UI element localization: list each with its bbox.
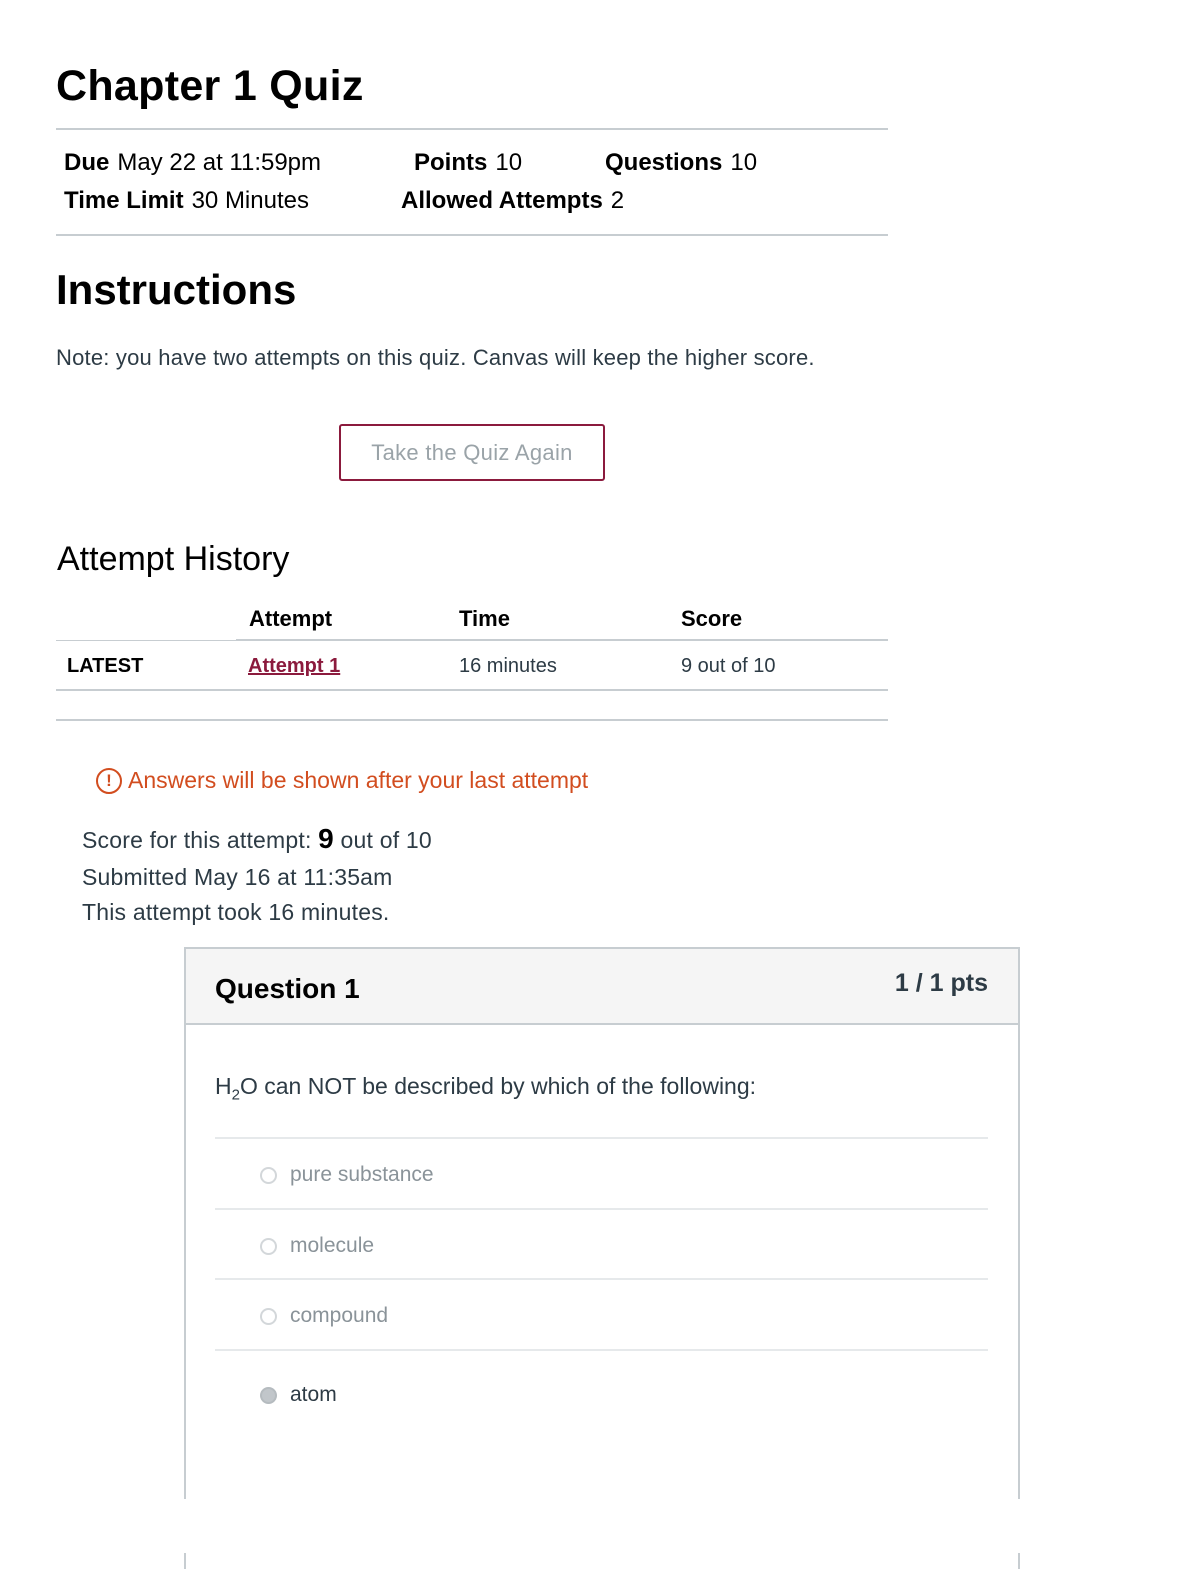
questions-count: Questions 10 xyxy=(605,149,758,176)
radio-button-selected[interactable] xyxy=(260,1387,277,1404)
attempt-score-summary: Score for this attempt: 9 out of 10 xyxy=(82,823,432,854)
answer-label: atom xyxy=(290,1383,337,1406)
latest-badge: LATEST xyxy=(67,655,144,677)
answer-option[interactable] xyxy=(260,1234,374,1258)
radio-button[interactable] xyxy=(260,1167,277,1184)
radio-button[interactable] xyxy=(260,1238,277,1255)
divider xyxy=(56,719,888,721)
answer-label: molecule xyxy=(290,1234,375,1257)
answer-divider xyxy=(215,1349,988,1351)
column-header-attempt: Attempt xyxy=(249,606,333,631)
attempt-time: 16 minutes xyxy=(459,655,557,677)
due-date: Due May 22 at 11:59pm xyxy=(64,149,322,176)
table-row-rule xyxy=(56,689,888,691)
attempt-duration: This attempt took 16 minutes. xyxy=(82,899,390,925)
take-quiz-again-button[interactable]: Take the Quiz Again xyxy=(339,424,605,481)
divider xyxy=(56,128,888,130)
attempt-score: 9 out of 10 xyxy=(681,655,776,677)
column-header-score: Score xyxy=(681,606,743,631)
answer-divider xyxy=(215,1137,988,1139)
answer-divider xyxy=(215,1278,988,1280)
instructions-note: Note: you have two attempts on this quiz. Canvas will keep the higher score. xyxy=(56,345,815,370)
radio-button[interactable] xyxy=(260,1308,277,1325)
points-total: Points 10 xyxy=(414,149,523,176)
answer-divider xyxy=(215,1208,988,1210)
alert-circle-icon: ! xyxy=(96,768,122,794)
instructions-heading: Instructions xyxy=(56,266,297,313)
question-title: Question 1 xyxy=(215,973,360,1004)
page-bottom-margin xyxy=(0,1499,1200,1553)
attempt-history-heading: Attempt History xyxy=(57,540,290,578)
answer-option[interactable] xyxy=(260,1304,388,1328)
column-header-time: Time xyxy=(459,606,510,631)
question-header xyxy=(186,949,1018,1025)
submitted-time: Submitted May 16 at 11:35am xyxy=(82,864,393,890)
allowed-attempts: Allowed Attempts 2 xyxy=(401,187,625,214)
answer-option-selected[interactable] xyxy=(260,1383,337,1407)
attempt-1-link[interactable]: Attempt 1 xyxy=(248,655,341,677)
answer-label: pure substance xyxy=(290,1163,434,1186)
divider xyxy=(56,234,888,236)
answer-option[interactable] xyxy=(260,1163,434,1187)
page-title: Chapter 1 Quiz xyxy=(56,62,364,110)
answer-label: compound xyxy=(290,1304,389,1327)
answers-notice-text: Answers will be shown after your last attempt xyxy=(128,767,589,793)
answers-notice xyxy=(96,767,588,794)
question-card xyxy=(184,947,1020,1569)
question-points: 1 / 1 pts xyxy=(894,969,988,997)
time-limit: Time Limit 30 Minutes xyxy=(64,187,309,214)
question-text: $H_2O$ can NOT be described by which of the following: xyxy=(215,1073,757,1104)
